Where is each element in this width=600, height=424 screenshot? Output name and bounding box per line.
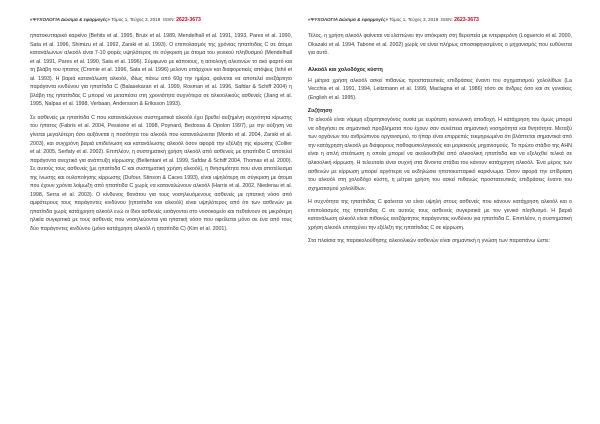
issn-number: 2623-3673 — [176, 17, 201, 23]
paragraph: Σε ασθενείς με ηπατίτιδα C που καταναλώνουν συστηματικά αλκοόλ έχει βρεθεί αυξημένη συχνότητα κίρωσης του ήπατος (Fabris et al. 2004, Pessione et al. 1998, Poynard, Bedossa & Opolon 1997), με την αύξηση να γίνεται μεγαλύτερη όσο αυξάνεται η ποσότητα του αλκοόλ που καταναλώνεται (Monto et al. 2004, Zarski et al. 2003), και συγχρόνη βαριά επιδείνωση και κατανάλωσης αλκοόλ όσον αφορά την εξέλιξη της κίρωσης (Collier et al. 2005, Serfaty et al. 2002). Επιπλέον, η συστηματική χρήση αλκοόλ από ασθενείς με ηπατίτιδα C αποτελεί παράγοντα ανεχτικό για ανάπτυξη κίρρωσης (Bellentani et al. 1999, Safdar & Schiff 2004, Thomas et al. 2000). Σε αυτούς τους ασθενείς (με ηπατίτιδα C και συστηματική χρήση αλκοόλ), η θνησιμότητα που είναι αποτέλεσμα της ίνωσης και ουλοποίησης κίρρωσης (Dufour, Stinson & Caces 1993), είναι υψηλότερη σε σύγκριση με άτομα που έχουν χρόνια λοίμωξη από ηπατίτιδα C χωρίς να καταναλώνουν αλκοόλ (Harris et al. 2002, Niederau et al. 1998, Serra et al. 2003). Ο κίνδυνος θανάτου για τους νοσηλευόμενους ασθενείς με ηπατική νόσο από αμφότερους τους παράγοντες κινδύνου (ηπατίτιδα και αλκοόλ) είναι υψηλότερος από ότι των ασθενών με ηπατίτιδα χωρίς κατάχρηση αλκοόλ ενώ οι ίδιοι ασθενείς εισάγονται στο νοσοκομείο και πεθαίνουν σε μικρότερη ηλικία συγκριτικά με τους ασθενείς που νοσηλεύονται για ηπατική νόσο που οφείλεται μόνο σε ένα από τους δύο παράγοντες κινδύνου (μόνο κατάχρηση αλκοόλ ή ηπατίτιδα C) (Kim et al. 2001). — [30, 114, 292, 233]
running-header — [30, 17, 292, 23]
journal-title: «ΨΥΧΟΛΟΓΙΑ Δώσιμα & εφαρμογές» — [308, 17, 388, 22]
volume-info: Τόμος 1, Τεύχος 3, 2018 — [111, 17, 161, 22]
paragraph: Το αλκοόλ είναι νόμιμη εξαρτησιογόνος ουσία με ευρύτατη κοινωνική αποδοχή. Η κατάχρηση του όμως μπορεί να οδηγήσει σε σημαντικά προβλήματα που έχουν σαν συνέπεια σημαντική νοσηρότητα και θνητότητα. Μεταξύ των οργάνων του ανθρώπινου οργανισμού, το ήπαρ είναι επιρρεπές τεκμηριωμένα ότι βλάπτεται σημαντικά από την κατάχρηση αλκοόλ με διάφορους παθοφυσιολογικούς και μοριακούς μηχανισμούς. Το πρώτο στάδιο της ΑΗΝ είναι η απλή στεάτωση η οποία μπορεί να ακολουθηθεί από αλκοολική ηπατίτιδα και να εξελιχθεί τελικά σε αλκοολική κίρρωση. Η τελευταία είναι συχνή στα δίνοντα στάδια του κάνουν κατάχρηση αλκοόλ. Ένα μέρος των ασθενών με κίρρωση μπορεί αργότερα να εκδηλώσει ηπατοκυτταρικό καρκίνωμα. Όσον αφορά την επίδραση του αλκοόλ στη χολοδόχο κύστη, η μέτρια χρήση του ασκεί πιθανώς προστατευτικές επιδράσεις έναντι του σχηματισμού χολολίθων. — [308, 117, 572, 192]
issn-label: ISSN: — [162, 17, 175, 22]
right-page — [300, 0, 600, 424]
journal-title: «ΨΥΧΟΛΟΓΙΑ Δώσιμα & εφαρμογές» — [30, 17, 110, 22]
volume-info: Τόμος 1, Τεύχος 3, 2018 — [389, 17, 439, 22]
issn-label: ISSN: — [440, 17, 453, 22]
right-body — [308, 32, 572, 246]
paragraph: Τέλος, η χρήση αλκοόλ φαίνεται να ελαττώνει την απόκριση στη θεραπεία με ιντερφερόνη (Loguercio et al. 2000, Okazaki et al. 1994, Tabone et al. 2002) χωρίς να είναι πλήρως αποσαφηνισμένος ο μηχανισμός που ευθύνεται για αυτό. — [308, 33, 572, 57]
paragraph: Η συχνότητα της ηπατίτιδας C φαίνεται να είναι υψηλή στους ασθενείς που κάνουν κατάχρηση αλκοόλ και ο επιπολασμός της ηπατίτιδας C σε αυτούς τους ασθενείς συγκριτικά με τον γενικό πληθυσμό. Η βαριά κατανάλωση αλκοόλ είναι πιθανώς ανεξάρτητος παράγοντας κινδύνου για ηπατίτιδα C. Επιπλέον, η συστηματική χρήση αλκοόλ επιταχύνει την εξέλιξη της ηπατίτιδας C σε κίρρωση. — [308, 199, 572, 231]
section-heading: Αλκοόλ και χολοδόχος κύστη — [308, 66, 383, 73]
subsection-heading: Συζήτηση — [308, 108, 333, 115]
paragraph: ηπατοκυτταρικό καρκίνο (Behits et al. 1995, Bruix et al. 1989, Mendelhall et al. 1991, 1993, Pares et al. 1990, Sata et al. 1996, Shimizu et al. 1992, Zarski et al. 1993). Ο επιπολασμός της χρόνιας ηπατίτιδας C σε άτομα κατανάλωνων αλκοόλ είναι 7-10 φορές υψηλότερος σε σύγκριση με άτομα του γενικού πληθυσμού (Mendelhall et al. 1991, Pares et al. 1990, Sata et al. 1996). Σύμφωνα με κάποιους, η αιτιολογή αλκιτινών το ακό φαρτό και τη βλάβη του ήπατος (Cromie et al. 1996, Sata et al. 1996) μελοντι υπάρχουν και διαφορετικές απόψεις (Ishii et al. 1993). Η βαριά κατανάλωση αλκοόλ, ιδίως πάνω από 60g την ημέρα, φαίνεται να αποτελεί ανεξάρτητο παράγοντα κινδύνου για ηπατίτιδα C (Balasekaran et al. 1999, Rosman et al. 1996, Safdar & Schiff 2004) η βλάβη της ηπατίτιδας C μπορεί να μεταπέσει στη χρονιότητα συχνότερα σε αλκοολικούς ασθενείς (Jiang et al. 1995, Nalpas et al. 1998, Verbaan, Andersson & Eriksson 1993). — [30, 33, 292, 108]
paragraph: Στα πλαίσια της παρακολούθησης αλκοολικών ασθενών είναι σημαντική η γνώση των παραπάνω ώστε: — [308, 238, 551, 245]
issn-number: 2623-3673 — [454, 17, 479, 23]
left-body — [30, 32, 292, 234]
paragraph: Η μέτρια χρήση αλκοόλ ασκεί πιθανώς προστατευτικές επιδράσεις έναντι του σχηματισμού χολολίθων (La Vecchia et al. 1991, 1994, Leitzmann et al. 1999, Maclagna et al. 1986) τόσο σε άνδρες όσο και σε γυναίκες (English et al. 1995). — [308, 77, 572, 101]
running-header — [308, 17, 572, 23]
